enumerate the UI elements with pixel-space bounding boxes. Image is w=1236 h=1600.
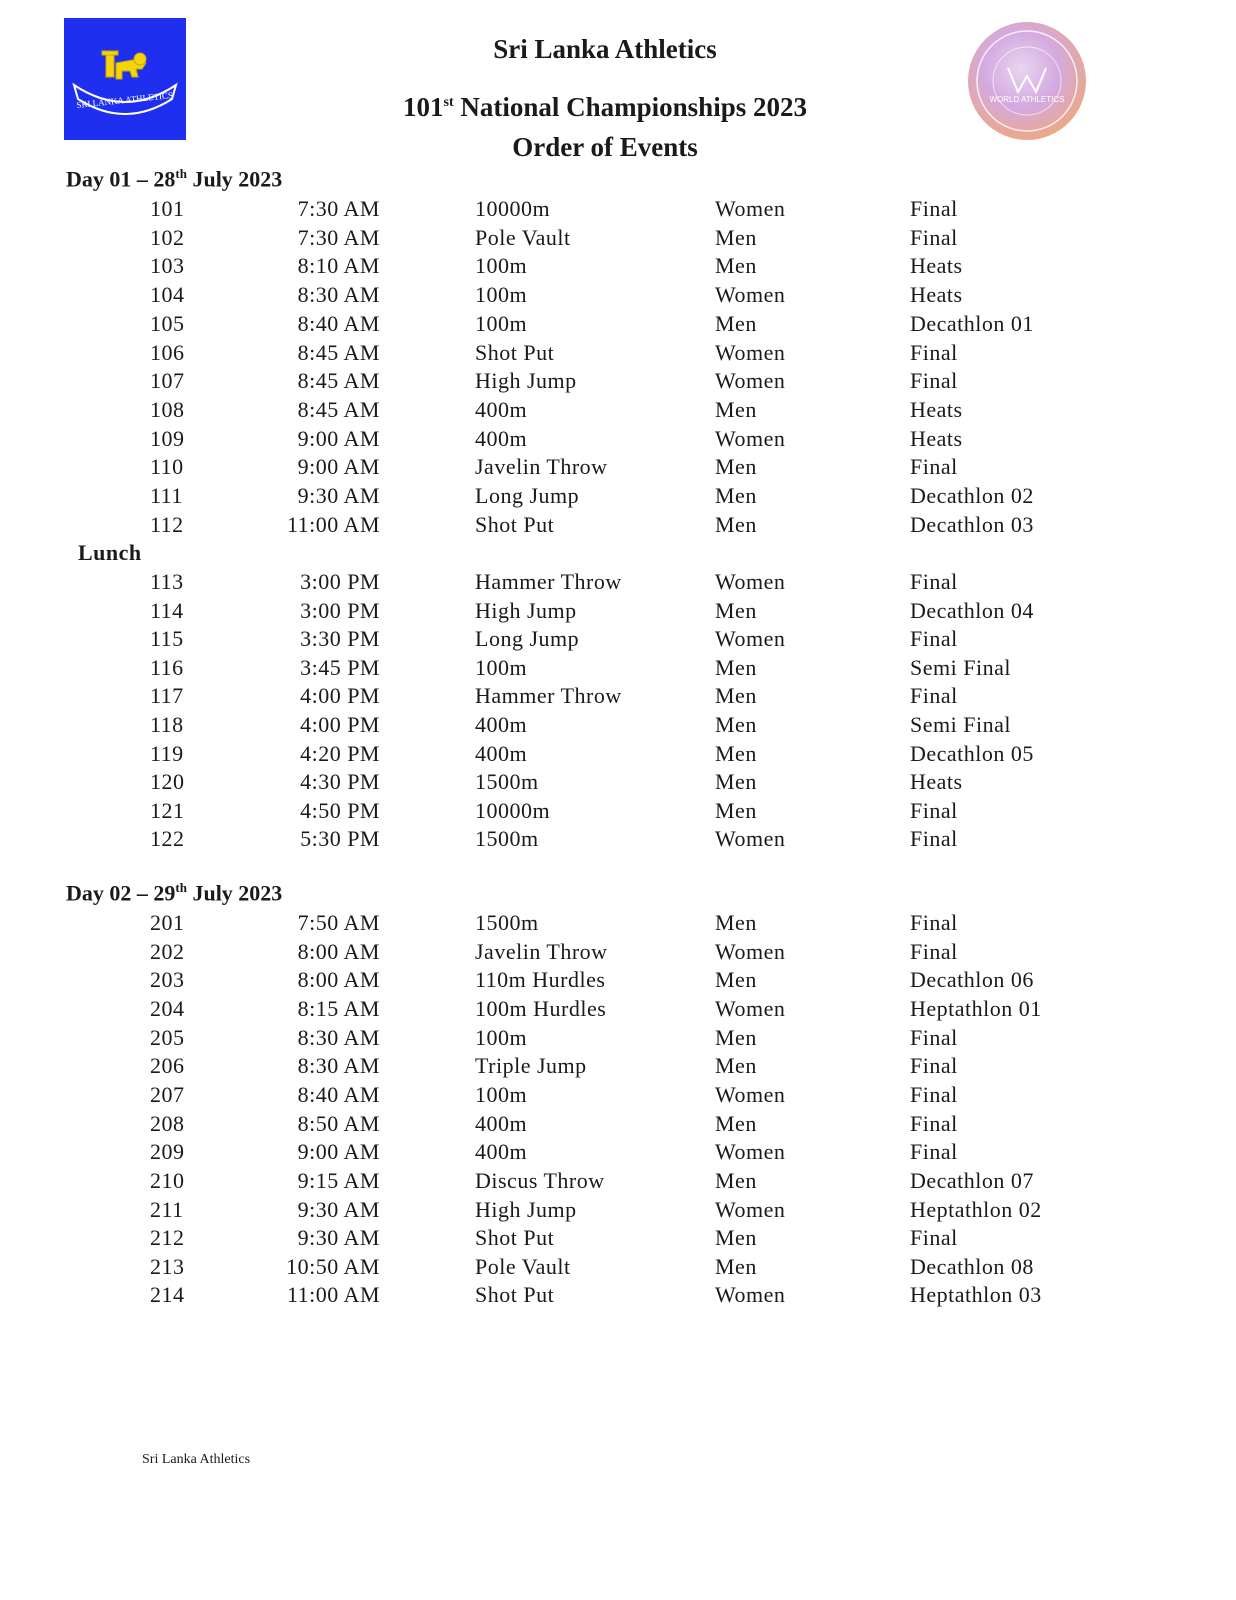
event-round: Decathlon 07	[910, 1167, 1034, 1193]
event-name: 10000m	[475, 797, 551, 823]
event-gender: Men	[715, 740, 757, 766]
event-round: Final	[910, 1110, 958, 1136]
event-gender: Women	[715, 1282, 786, 1308]
event-number: 103	[150, 253, 185, 279]
event-gender: Men	[715, 769, 757, 795]
event-number: 119	[150, 740, 184, 766]
event-number: 101	[150, 196, 185, 221]
event-number: 107	[150, 368, 185, 394]
event-name: 100m	[475, 253, 528, 279]
schedule-row	[0, 253, 1236, 281]
event-number: 206	[150, 1053, 185, 1079]
event-time: 3:00 PM	[300, 569, 380, 594]
event-name: 100m	[475, 282, 528, 308]
event-gender: Men	[715, 396, 757, 422]
event-round: Final	[910, 1081, 958, 1107]
event-name: 400m	[475, 396, 528, 422]
event-time: 4:20 PM	[300, 740, 380, 766]
event-name: 110m Hurdles	[475, 967, 606, 993]
championship-title: 101st National Championships 2023	[403, 92, 807, 122]
event-round: Heats	[910, 396, 963, 422]
event-time: 8:40 AM	[297, 1081, 380, 1107]
event-time: 3:30 PM	[300, 626, 380, 652]
event-number: 209	[150, 1139, 185, 1165]
event-name: 400m	[475, 425, 528, 451]
event-time: 8:30 AM	[297, 282, 380, 308]
event-time: 8:40 AM	[297, 310, 380, 336]
event-gender: Men	[715, 797, 757, 823]
schedule-row	[0, 454, 1236, 482]
schedule-row	[0, 1225, 1236, 1253]
event-name: 1500m	[475, 910, 539, 935]
event-name: 400m	[475, 1110, 528, 1136]
event-number: 205	[150, 1024, 185, 1050]
event-gender: Men	[715, 1167, 757, 1193]
event-time: 9:30 AM	[297, 1225, 380, 1251]
event-number: 214	[150, 1282, 185, 1308]
event-number: 202	[150, 938, 185, 964]
event-time: 9:30 AM	[297, 1196, 380, 1222]
event-time: 8:10 AM	[297, 253, 380, 279]
event-round: Heptathlon 01	[910, 995, 1042, 1021]
schedule-row	[0, 741, 1236, 769]
schedule-row	[0, 626, 1236, 654]
schedule-row	[0, 340, 1236, 368]
event-name: 400m	[475, 1139, 528, 1165]
event-round: Final	[910, 1053, 958, 1079]
badge-lettering: WORLD ATHLETICS	[989, 95, 1065, 104]
event-number: 213	[150, 1253, 185, 1279]
event-name: Hammer Throw	[475, 569, 622, 594]
schedule-row	[0, 598, 1236, 626]
event-round: Decathlon 04	[910, 597, 1034, 623]
event-time: 9:30 AM	[297, 483, 380, 508]
event-number: 212	[150, 1225, 185, 1251]
event-round: Decathlon 02	[910, 483, 1034, 508]
event-name: 1500m	[475, 769, 539, 795]
event-number: 111	[150, 483, 183, 508]
schedule-row	[0, 996, 1236, 1024]
event-time: 4:00 PM	[300, 712, 380, 737]
event-name: Shot Put	[475, 339, 555, 365]
event-number: 106	[150, 339, 185, 365]
event-name: Shot Put	[475, 1225, 555, 1251]
event-gender: Men	[715, 454, 757, 480]
event-number: 110	[150, 454, 184, 480]
event-name: Triple Jump	[475, 1053, 587, 1079]
event-gender: Men	[715, 1053, 757, 1079]
logo-lettering: SRI LANKA ATHLETICS	[75, 89, 174, 111]
event-round: Heptathlon 03	[910, 1282, 1042, 1308]
event-time: 11:00 AM	[286, 511, 380, 537]
schedule-row	[0, 939, 1236, 967]
event-round: Final	[910, 826, 958, 852]
event-gender: Women	[715, 282, 786, 308]
event-time: 9:00 AM	[297, 454, 380, 480]
event-time: 5:30 PM	[300, 826, 380, 852]
event-name: 100m	[475, 1081, 528, 1107]
schedule-row	[0, 1111, 1236, 1139]
event-time: 4:00 PM	[300, 683, 380, 709]
event-time: 8:45 AM	[297, 368, 380, 394]
event-number: 118	[150, 712, 184, 737]
event-name: 10000m	[475, 196, 551, 221]
event-number: 207	[150, 1081, 185, 1107]
schedule-row	[0, 311, 1236, 339]
event-name: Long Jump	[475, 626, 580, 652]
event-name: Hammer Throw	[475, 683, 622, 709]
lunch-break-label: Lunch	[78, 540, 142, 565]
event-round: Final	[910, 1024, 958, 1050]
event-number: 113	[150, 569, 184, 594]
event-gender: Men	[715, 597, 757, 623]
event-gender: Men	[715, 1225, 757, 1251]
event-name: 1500m	[475, 826, 539, 852]
event-time: 8:30 AM	[297, 1024, 380, 1050]
event-gender: Women	[715, 826, 786, 852]
event-gender: Men	[715, 310, 757, 336]
event-name: 100m	[475, 1024, 528, 1050]
event-name: Pole Vault	[475, 1253, 571, 1279]
event-name: Javelin Throw	[475, 454, 608, 480]
event-round: Heats	[910, 769, 963, 795]
event-round: Decathlon 01	[910, 310, 1034, 336]
event-gender: Women	[715, 626, 786, 652]
event-name: Long Jump	[475, 483, 580, 508]
event-time: 8:30 AM	[297, 1053, 380, 1079]
event-number: 121	[150, 797, 185, 823]
event-time: 4:50 PM	[300, 797, 380, 823]
event-gender: Women	[715, 995, 786, 1021]
event-round: Heats	[910, 282, 963, 308]
event-round: Final	[910, 368, 958, 394]
event-number: 210	[150, 1167, 185, 1193]
event-number: 117	[150, 683, 184, 709]
event-name: Discus Throw	[475, 1167, 605, 1193]
event-round: Final	[910, 797, 958, 823]
event-gender: Women	[715, 339, 786, 365]
event-number: 204	[150, 995, 185, 1021]
schedule-row	[0, 426, 1236, 454]
event-number: 115	[150, 626, 184, 652]
event-round: Final	[910, 910, 958, 935]
event-round: Final	[910, 569, 958, 594]
event-name: High Jump	[475, 597, 577, 623]
schedule-row	[0, 1254, 1236, 1282]
event-gender: Women	[715, 569, 786, 594]
event-name: 100m	[475, 654, 528, 680]
schedule-row	[0, 712, 1236, 740]
event-round: Heats	[910, 425, 963, 451]
event-round: Final	[910, 683, 958, 709]
event-round: Semi Final	[910, 654, 1011, 680]
event-number: 109	[150, 425, 185, 451]
event-gender: Men	[715, 967, 757, 993]
event-time: 8:50 AM	[297, 1110, 380, 1136]
event-number: 211	[150, 1196, 184, 1222]
footer-text: Sri Lanka Athletics	[142, 1452, 251, 1467]
event-time: 9:00 AM	[297, 425, 380, 451]
event-gender: Men	[715, 1024, 757, 1050]
event-name: 100m Hurdles	[475, 995, 607, 1021]
schedule-row	[0, 683, 1236, 711]
schedule-row	[0, 826, 1236, 854]
event-round: Final	[910, 339, 958, 365]
event-name: 400m	[475, 712, 528, 737]
event-gender: Men	[715, 910, 757, 935]
schedule-row	[0, 1139, 1236, 1167]
event-number: 120	[150, 769, 185, 795]
event-number: 102	[150, 224, 185, 250]
event-gender: Women	[715, 368, 786, 394]
event-round: Heats	[910, 253, 963, 279]
event-time: 8:45 AM	[297, 396, 380, 422]
event-gender: Women	[715, 1139, 786, 1165]
event-gender: Men	[715, 483, 757, 508]
event-time: 9:15 AM	[297, 1167, 380, 1193]
event-number: 116	[150, 654, 184, 680]
schedule-row	[0, 1053, 1236, 1081]
schedule-row	[0, 655, 1236, 683]
event-gender: Women	[715, 196, 786, 221]
event-number: 114	[150, 597, 184, 623]
schedule-row	[0, 1168, 1236, 1196]
event-round: Final	[910, 1225, 958, 1251]
schedule-row	[0, 368, 1236, 396]
day-02-title: Day 02 – 29th July 2023	[66, 880, 283, 906]
event-gender: Men	[715, 712, 757, 737]
schedule-row	[0, 512, 1236, 540]
event-number: 104	[150, 282, 185, 308]
event-time: 8:00 AM	[297, 938, 380, 964]
event-name: High Jump	[475, 368, 577, 394]
event-name: Shot Put	[475, 1282, 555, 1308]
event-round: Decathlon 08	[910, 1253, 1034, 1279]
event-round: Decathlon 06	[910, 967, 1034, 993]
event-round: Final	[910, 454, 958, 480]
schedule-row	[0, 282, 1236, 310]
event-time: 7:30 AM	[297, 196, 380, 221]
schedule-row	[0, 1282, 1236, 1310]
event-number: 122	[150, 826, 185, 852]
schedule-row	[0, 967, 1236, 995]
event-time: 8:00 AM	[297, 967, 380, 993]
event-name: Shot Put	[475, 511, 555, 537]
event-gender: Men	[715, 1253, 757, 1279]
event-round: Final	[910, 1139, 958, 1165]
event-gender: Men	[715, 224, 757, 250]
event-round: Semi Final	[910, 712, 1011, 737]
schedule-row	[0, 910, 1236, 938]
event-name: Pole Vault	[475, 224, 571, 250]
event-time: 10:50 AM	[286, 1253, 380, 1279]
event-number: 201	[150, 910, 185, 935]
schedule-row	[0, 483, 1236, 511]
event-number: 108	[150, 396, 185, 422]
event-round: Final	[910, 626, 958, 652]
event-round: Final	[910, 224, 958, 250]
event-round: Final	[910, 196, 958, 221]
schedule-row	[0, 397, 1236, 425]
event-name: 100m	[475, 310, 528, 336]
event-gender: Women	[715, 1081, 786, 1107]
event-time: 9:00 AM	[297, 1139, 380, 1165]
event-number: 208	[150, 1110, 185, 1136]
event-name: Javelin Throw	[475, 938, 608, 964]
event-gender: Men	[715, 253, 757, 279]
event-round: Decathlon 05	[910, 740, 1034, 766]
event-name: 400m	[475, 740, 528, 766]
event-time: 11:00 AM	[286, 1282, 380, 1308]
event-gender: Men	[715, 1110, 757, 1136]
event-gender: Women	[715, 938, 786, 964]
event-name: High Jump	[475, 1196, 577, 1222]
schedule-row	[0, 1082, 1236, 1110]
day-01-title: Day 01 – 28th July 2023	[66, 166, 283, 192]
schedule-row	[0, 196, 1236, 224]
event-time: 8:15 AM	[297, 995, 380, 1021]
order-of-events-title: Order of Events	[512, 132, 698, 162]
schedule-row	[0, 225, 1236, 253]
event-time: 4:30 PM	[300, 769, 380, 795]
event-round: Decathlon 03	[910, 511, 1034, 537]
event-number: 112	[150, 511, 184, 537]
schedule-row	[0, 569, 1236, 597]
event-gender: Men	[715, 654, 757, 680]
event-time: 7:30 AM	[297, 224, 380, 250]
event-round: Final	[910, 938, 958, 964]
event-time: 3:00 PM	[300, 597, 380, 623]
organization-title: Sri Lanka Athletics	[493, 34, 717, 64]
event-number: 203	[150, 967, 185, 993]
event-gender: Men	[715, 511, 757, 537]
schedule-row	[0, 769, 1236, 797]
event-gender: Men	[715, 683, 757, 709]
event-number: 105	[150, 310, 185, 336]
schedule-row	[0, 798, 1236, 826]
event-time: 7:50 AM	[297, 910, 380, 935]
schedule-row	[0, 1197, 1236, 1225]
event-time: 8:45 AM	[297, 339, 380, 365]
event-gender: Women	[715, 1196, 786, 1222]
event-gender: Women	[715, 425, 786, 451]
event-round: Heptathlon 02	[910, 1196, 1042, 1222]
event-time: 3:45 PM	[300, 654, 380, 680]
schedule-row	[0, 1025, 1236, 1053]
